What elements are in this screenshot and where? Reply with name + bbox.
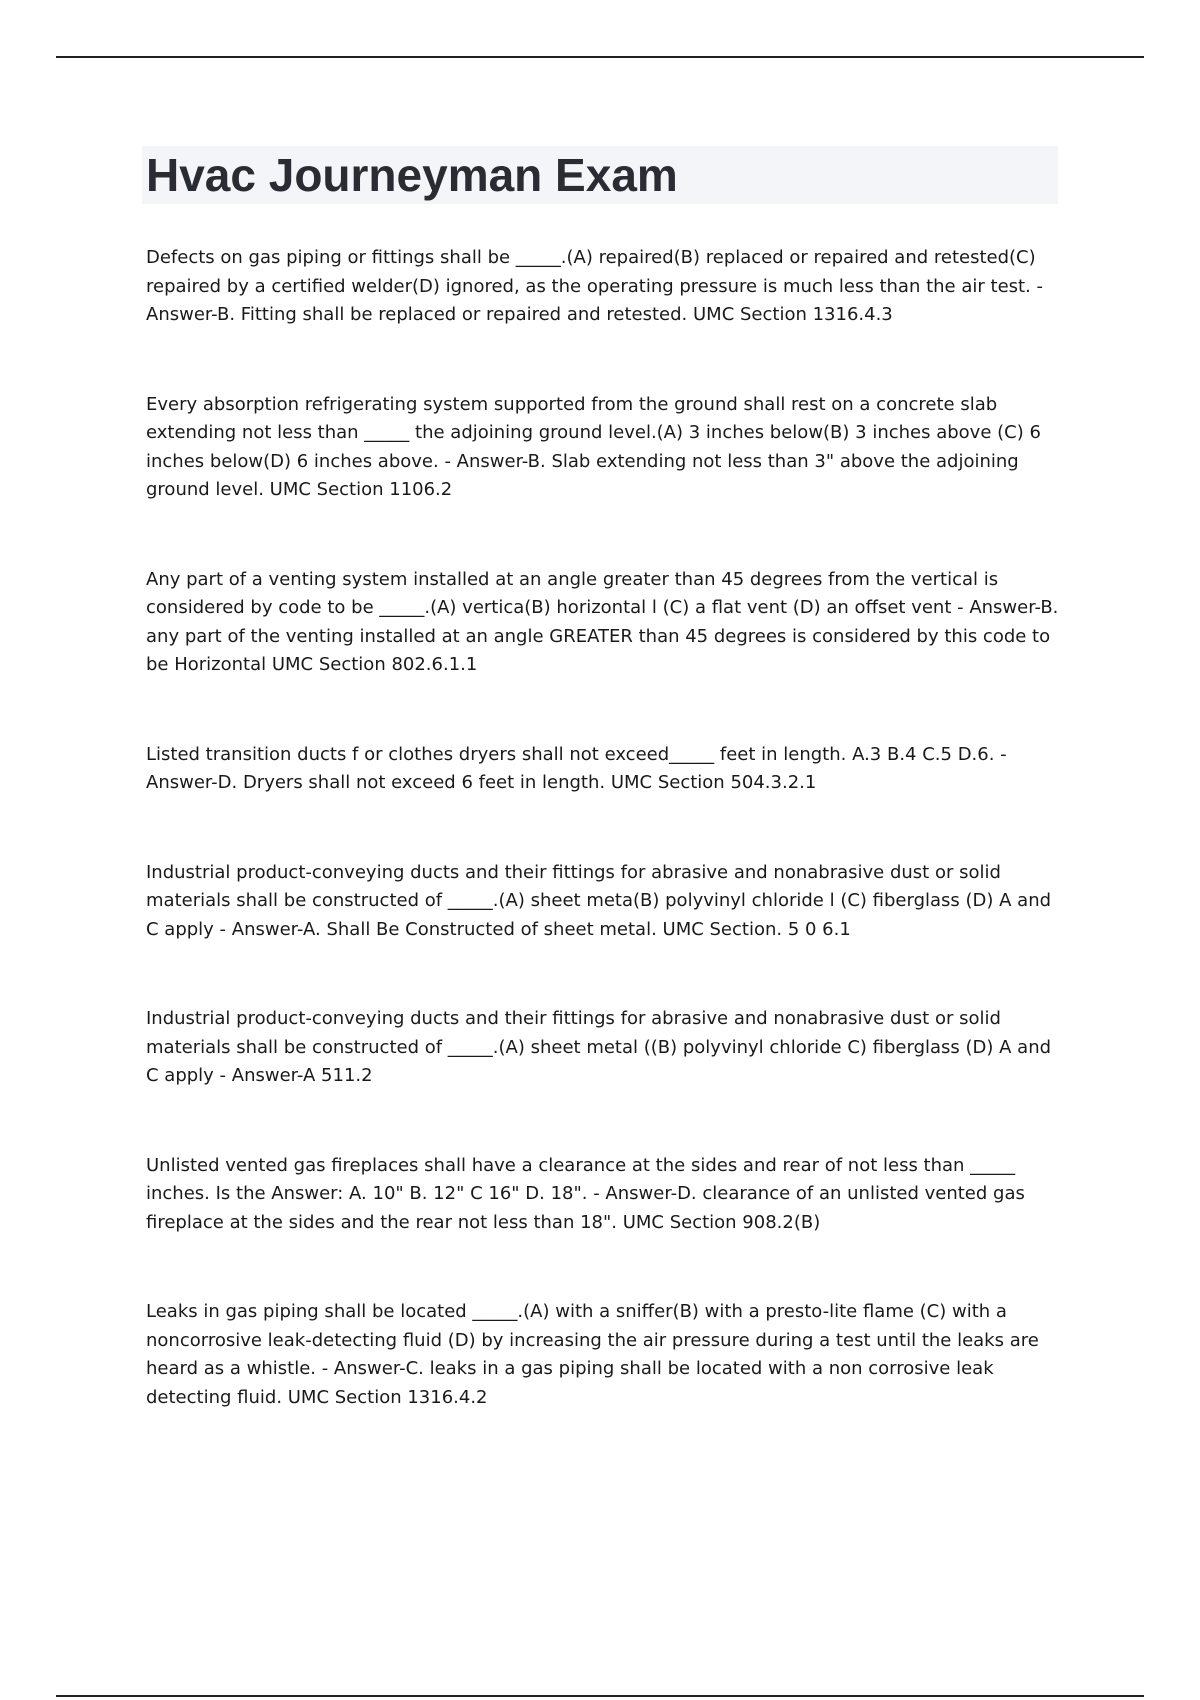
question-8: Leaks in gas piping shall be located _____.(A) with a sniffer(B) with a presto-lite flame (C) with a noncorrosive leak-detecting fluid (D) by increasing the air pressure during a test until the leaks are heard as a whistle. - Answer-C. leaks in a gas piping shall be located with a non corrosive leak detecting fluid. UMC Section 1316.4.2 — [146, 1301, 1039, 1408]
document-title: Hvac Journeyman Exam — [146, 149, 678, 201]
question-4: Listed transition ducts f or clothes dryers shall not exceed_____ feet in length. A.3 B.4 C.5 D.6. - Answer-D. Dryers shall not exceed 6 feet in length. UMC Section 504.3.2.1 — [146, 743, 1007, 793]
question-7: Unlisted vented gas fireplaces shall have a clearance at the sides and rear of not less than _____ inches. Is the Answer: A. 10" B. 12" C 16" D. 18". - Answer-D. clearance of an unlisted vented gas fireplace at the sides and the rear not less than 18". UMC Section 908.2(B) — [146, 1154, 1025, 1233]
question-3: Any part of a venting system installed at an angle greater than 45 degrees from the vertical is considered by code to be _____.(A) vertica(B) horizontal l (C) a flat vent (D) an offset vent - Answer-B. any part of the venting installed at an angle GREATER than 45 degrees is considered by this code to be Horizontal UMC Section 802.6.1.1 — [146, 568, 1059, 675]
footer-rule — [56, 1695, 1144, 1697]
question-2: Every absorption refrigerating system supported from the ground shall rest on a concrete slab extending not less than _____ the adjoining ground level.(A) 3 inches below(B) 3 inches above (C) 6 inches below(D) 6 inches above. - Answer-B. Slab extending not less than 3" above the adjoining ground level. UMC Section 1106.2 — [146, 393, 1041, 500]
question-list — [146, 244, 1061, 1412]
question-6: Industrial product-conveying ducts and their fittings for abrasive and nonabrasive dust or solid materials shall be constructed of _____.(A) sheet metal ((B) polyvinyl chloride C) fiberglass (D) A and C apply - Answer-A 511.2 — [146, 1008, 1052, 1086]
question-1: Defects on gas piping or fittings shall be _____.(A) repaired(B) replaced or repaired and retested(C) repaired by a certified welder(D) ignored, as the operating pressure is much less than the air test. - Answer-B. Fitting shall be replaced or repaired and retested. UMC Section 1316.4.3 — [146, 247, 1044, 325]
question-5: Industrial product-conveying ducts and their fittings for abrasive and nonabrasive dust or solid materials shall be constructed of _____.(A) sheet meta(B) polyvinyl chloride l (C) fiberglass (D) A and C apply - Answer-A. Shall Be Constructed of sheet metal. UMC Section. 5 0 6.1 — [146, 861, 1052, 940]
header-rule — [56, 56, 1144, 58]
